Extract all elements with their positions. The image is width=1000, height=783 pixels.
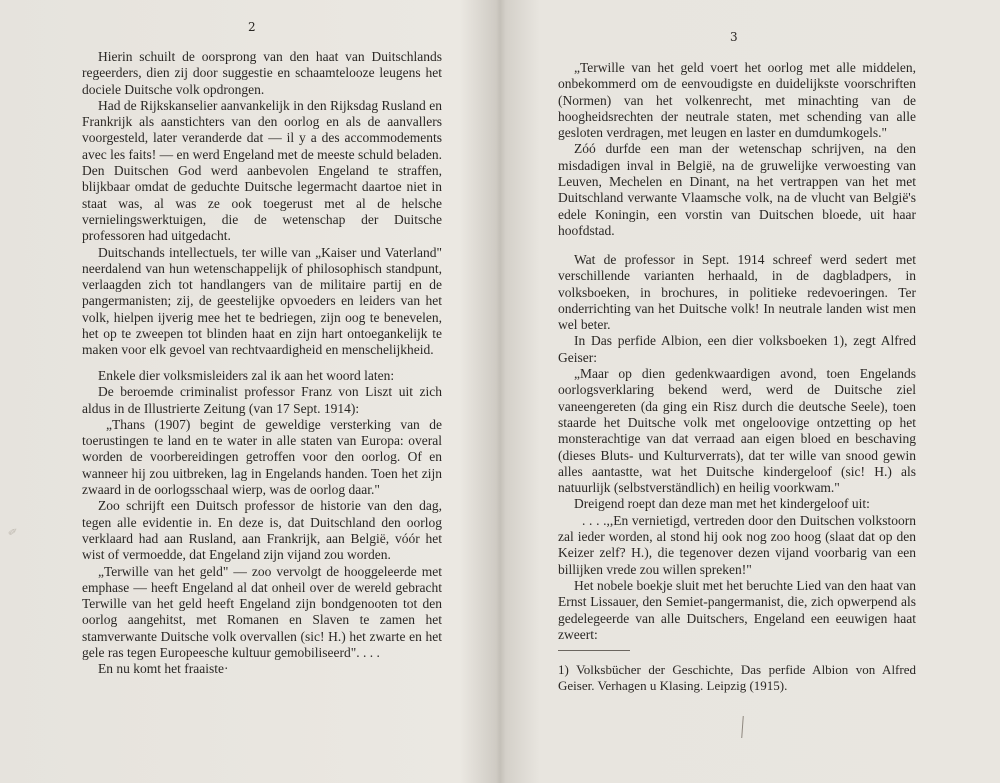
footnote: 1) Volksbücher der Geschichte, Das perfide Albion von Alfred Geiser. Verhagen u Klasing. Leipzig (1915). [558,662,916,693]
right-text-block-2 [558,252,916,643]
page-number: 3 [730,30,738,44]
paragraph: Had de Rijkskanselier aanvankelijk in den Rijksdag Rusland en Frankrijk als aanstichters van den oorlog en als de aanvallers voorgesteld, later veranderde dat — il y a des accommodements avec les faits! — en werd Engeland met de meeste schuld beladen. Den Duitschen God werd aanbevolen Engeland te straffen, blijkbaar omdat de geduchte Duitsche legermacht daartoe niet in staat was, al was ze ook toegerust met al de helsche vernielingswerktuigen, die de wetenschap der Duitsche professoren had uitgedacht. [82,97,442,244]
left-page [0,0,498,783]
right-page [502,0,1000,783]
quote-paragraph: . . . .,,En vernietigd, vertreden door den Duitschen volkstoorn zal ieder worden, al stond hij ook nog zoo hoog (slaat dat op den Keizer zelf? H.), die tegenover dezen vijand voorbarig van een billijken vrede zou willen spreken!" [558,512,916,577]
paragraph: Zóó durfde een man der wetenschap schrijven, na den misdadigen inval in België, na de gruwelijke verwoesting van Leuven, Mechelen en Dinant, na het vertrappen van het met Duitschland verwante Vlaamsche volk, na de vlucht van België's edele Koningin, een vorstin van Duitschen bloede, uit haar hoofdstad. [558,141,916,238]
pencil-annotation: ✎ [6,525,21,538]
page-number: 2 [248,20,256,34]
paragraph: Wat de professor in Sept. 1914 schreef werd sedert met verschillende varianten herhaald, in de dagbladpers, in volksboeken, in brochures, in politieke redevoeringen. Ter onderrichting van het Duitsche volk! In neutrale landen wist men wel beter. [558,252,916,333]
left-text-block-2 [82,368,442,678]
paragraph: Dreigend roept dan deze man met het kindergeloof uit: [574,496,870,512]
left-text-block-1 [82,49,442,359]
pencil-mark [741,716,744,738]
quote-paragraph: „Thans (1907) begint de geweldige versterking van de toerustingen te land en te water in alle staten van Europa: overal worden de voorbereidingen getroffen voor den oorlog. Of en wanneer hij zou uitbreken, lag in Engelands handen. Toen het zijn zwaard in de oorlogsschaal wierp, was de oorlog daar." [82,416,442,498]
footnote-rule [558,650,630,651]
paragraph: Duitschands intellectuels, ter wille van „Kaiser und Vaterland" neerdalend van hun wetenschappelijk of philosophisch standpunt, verlaagden zich tot handlangers van de militaire partij en de pangermanisten; zij, de geestelijke opvoeders en leiders van het volk, hielpen ijverig mee het te bedriegen, zijn oog te benevelen, het op te zweepen tot blinden haat en zijn hart ontoegankelijk te maken voor elk gevoel van rechtvaardigheid en menschelijkheid. [82,244,442,358]
paragraph: Hierin schuilt de oorsprong van den haat van Duitschlands regeerders, dien zij door suggestie en schaamtelooze leugens het dociele Duitsche volk opdrongen. [82,49,442,97]
quote-paragraph: „Terwille van het geld voert het oorlog met alle middelen, onbekommerd om de eenvoudigste en duidelijkste voorschriften (Normen) van het volkenrecht, met minachting van de hoogheidsrechten der neutrale staten, met schending van alle gesloten verdragen, met leugen en laster en dumdumkogels." [558,60,916,141]
paragraph: Zoo schrijft een Duitsch professor de historie van den dag, tegen alle evidentie in. En deze is, dat Duitschland den oorlog verklaard had aan Rusland, aan Frankrijk, aan België, vóór het wist of vermoedde, dat Engeland zijn vijand zou worden. [82,498,442,563]
paragraph: Het nobele boekje sluit met het beruchte Lied van den haat van Ernst Lissauer, den Semiet-pangermanist, die, zich opwerpend als gedelegeerde van alle Duitschers, Engeland een eeuwigen haat zweert: [558,577,916,642]
paragraph: De beroemde criminalist professor Franz von Liszt uit zich aldus in de Illustrierte Zeitung (van 17 Sept. 1914): [82,384,442,416]
paragraph: In Das perfide Albion, een dier volksboeken 1), zegt Alfred Geiser: [558,333,916,365]
right-text-block-1 [558,60,916,239]
paragraph: En nu komt het fraaiste· [98,661,229,677]
paragraph: Enkele dier volksmisleiders zal ik aan het woord laten: [98,368,395,383]
quote-paragraph: „Maar op dien gedenkwaardigen avond, toen Engelands oorlogsverklaring bekend werd, werd de Duitsche ziel vaneengereten (da ging ein Risz durch die deutsche Seele), toen staarde het Duitsche volk met ongeloovige ontzetting op het monsterachtige van dat verraad aan eigen bloed en beschaving (dieses Bluts- und Kulturverrats), dat ter wille van snood gewin alles aantastte, wat het Duitsche kindergeloof (sic! H.) als natuurlijk (selbstverständlich) en heilig voorkwam." [558,366,916,496]
quote-paragraph: „Terwille van het geld" — zoo vervolgt de hooggeleerde met emphase — heeft Engeland al dat onheil over de wereld gebracht Terwille van het geld heeft Engeland zijn bondgenooten tot den oorlog aangehitst, met Romanen en Slaven te zamen het stamverwante Duitsche volk overvallen (sic! H.) het zwarte en het gele ras tegen Europeesche kultuur gemobiliseerd". . . . [82,563,442,661]
